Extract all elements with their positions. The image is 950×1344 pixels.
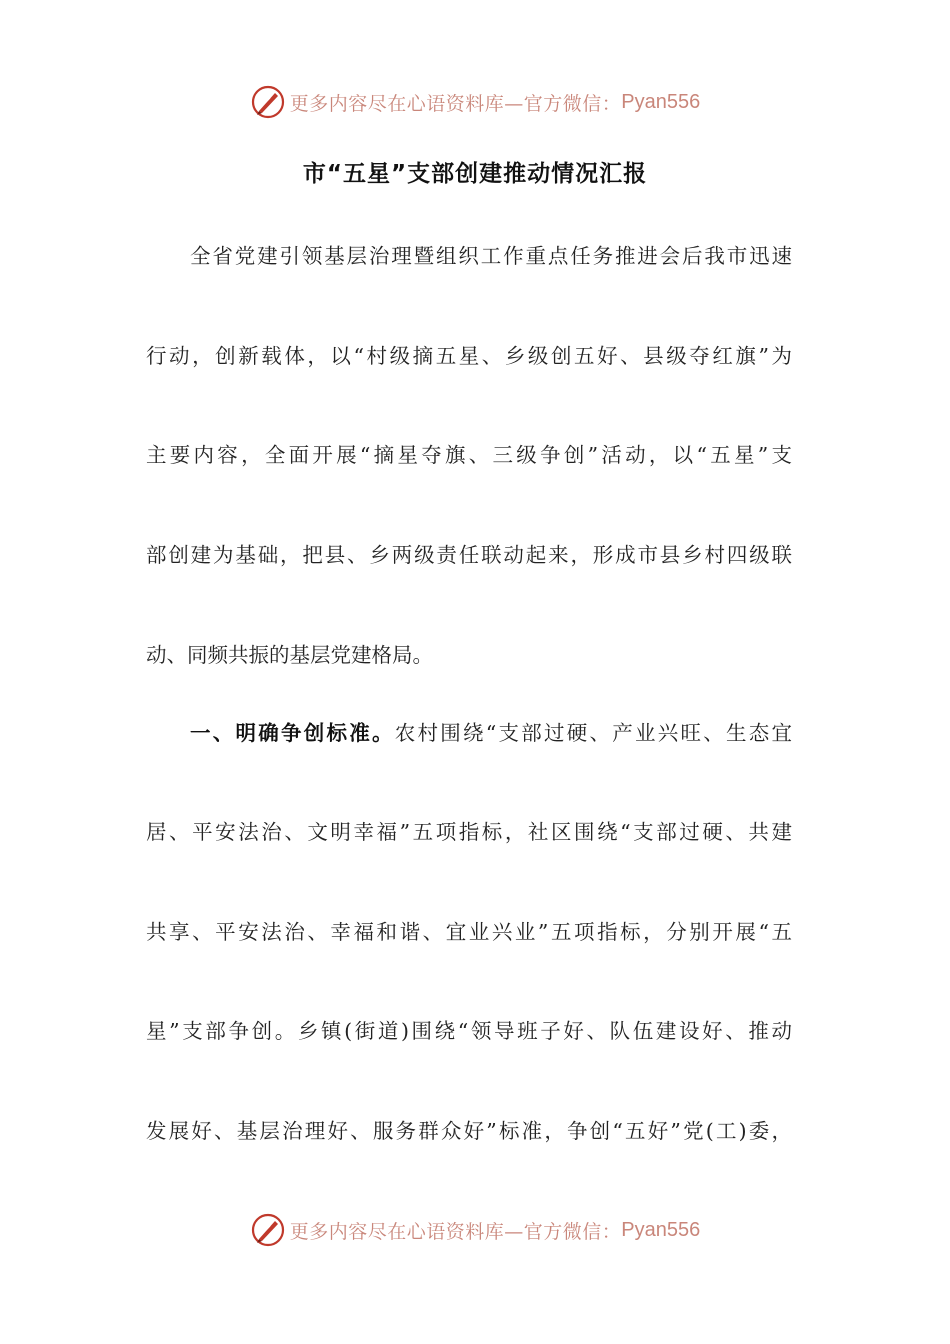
paragraph-line: 行动，创新载体，以“村级摘五星、乡级创五好、县级夺红旗”为 — [146, 344, 792, 368]
section-first-line — [190, 718, 792, 748]
paragraph-line: 全省党建引领基层治理暨组织工作重点任务推进会后我市迅速 — [190, 244, 792, 268]
section-text: 农村围绕“支部过硬、产业兴旺、生态宜 — [394, 721, 793, 745]
paragraph-line: 居、平安法治、文明幸福”五项指标，社区围绕“支部过硬、共建 — [146, 820, 792, 844]
paragraph-line: 主要内容，全面开展“摘星夺旗、三级争创”活动，以“五星”支 — [146, 443, 792, 467]
section-heading: 一、明确争创标准。 — [190, 721, 395, 745]
document-title: 市“五星”支部创建推动情况汇报 — [302, 161, 648, 187]
banner-text: 更多内容尽在心语资料库—官方微信： — [289, 92, 622, 115]
paragraph-line: 共享、平安法治、幸福和谐、宜业兴业”五项指标，分别开展“五 — [146, 920, 792, 944]
paragraph-line: 动、同频共振的基层党建格局。 — [146, 643, 433, 667]
banner-wechat-id: Pyan556 — [621, 90, 701, 113]
paragraph-line: 部创建为基础，把县、乡两级责任联动起来，形成市县乡村四级联 — [146, 543, 792, 567]
quill-pen-logo-icon — [250, 84, 286, 120]
paragraph-line: 星”支部争创。乡镇(街道)围绕“领导班子好、队伍建设好、推动 — [146, 1019, 792, 1043]
footer-banner — [0, 1210, 950, 1250]
quill-pen-logo-icon — [250, 1212, 286, 1248]
header-banner — [0, 82, 950, 122]
banner-text: 更多内容尽在心语资料库—官方微信： — [289, 1220, 622, 1243]
paragraph-line: 发展好、基层治理好、服务群众好”标准，争创“五好”党(工)委， — [146, 1119, 792, 1143]
banner-wechat-id: Pyan556 — [621, 1218, 701, 1241]
